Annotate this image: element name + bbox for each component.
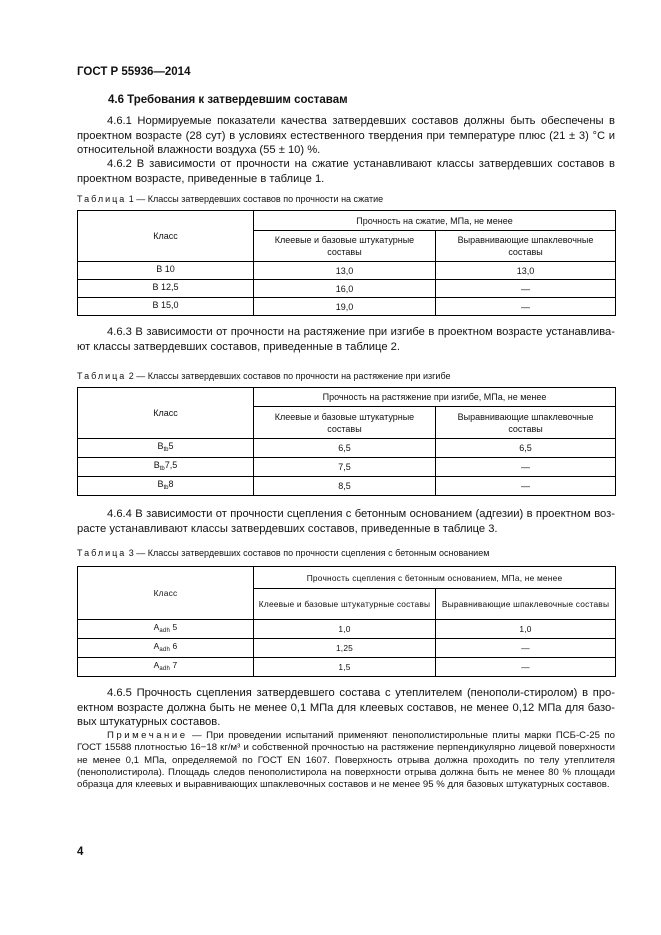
table-1-col-a: Клеевые и базовые штукатурные составы xyxy=(254,231,436,262)
table-row xyxy=(78,298,616,316)
table-cell-b: — xyxy=(436,458,616,477)
table-cell-a: 16,0 xyxy=(254,280,436,298)
section-title: 4.6 Требования к затвердевшим составам xyxy=(108,94,348,106)
paragraph-4-6-1: 4.6.1 Нормируемые показатели качества затвердевших составов должны быть обеспечены в проектном возрасте (28 сут) в условиях естественного твердения при температуре плюс (21 ± 3) °С и относительной влажности воздуха (55 ± 10) %. xyxy=(77,115,615,156)
table-row xyxy=(78,658,616,677)
table-3-caption-label: Таблица xyxy=(77,548,127,558)
note-text: — При проведении испытаний применяют пенополистирольные плиты марки ПСБ-С-25 по ГОСТ 15588 плотностью 16−18 кг/м³ и собственной прочностью на растяжение перпендикулярно лицевой поверхности не менее 0,1 МПа, определяемой по ГОСТ EN 1607. Поверхность отрыва должна проходить по телу утеплителя (пенополистирола). Площадь следов пенополистирола на поверхности отрыва должна быть не менее 80 % площади образца для клеевых и выравнивающих шпаклевочных составов и не менее 95 % для базовых штукатурных составов. xyxy=(77,730,615,791)
table-row xyxy=(78,458,616,477)
table-cell-class: $A_{adh}$ 5 xyxy=(78,620,254,639)
table-cell-class: $B_{tb}5$ xyxy=(78,439,254,458)
paragraph-4-6-4: 4.6.4 В зависимости от прочности сцепления с бетонным основанием (адгезии) в проектном воз-расте устанавливают классы затвердевших составов, приведенные в таблице 3. xyxy=(77,508,615,535)
table-cell-class: В 12,5 xyxy=(78,280,254,298)
table-3 xyxy=(77,566,616,677)
paragraph-4-6-2: 4.6.2 В зависимости от прочности на сжатие устанавливают классы затвердевших составов в проектном возрасте, приведенные в таблице 1. xyxy=(77,158,615,185)
table-cell-a: 6,5 xyxy=(254,439,436,458)
table-row xyxy=(78,262,616,280)
page-number: 4 xyxy=(77,846,84,858)
table-cell-b: — xyxy=(436,477,616,496)
table-cell-class: $B_{tb}7,5$ xyxy=(78,458,254,477)
table-1-col-b: Выравнивающие шпаклевочные составы xyxy=(436,231,616,262)
note-label: Примечание xyxy=(107,730,188,741)
table-3-header-row xyxy=(78,567,616,589)
table-cell-class: $A_{adh}$ 6 xyxy=(78,639,254,658)
table-cell-a: 1,5 xyxy=(254,658,436,677)
table-2-header-row xyxy=(78,388,616,407)
table-cell-a: 8,5 xyxy=(254,477,436,496)
table-cell-a: 1,25 xyxy=(254,639,436,658)
paragraph-4-6-3: 4.6.3 В зависимости от прочности на растяжение при изгибе в проектном возрасте устанавлива-ют классы затвердевших составов, приведенные в таблице 2. xyxy=(77,326,615,353)
table-cell-b: — xyxy=(436,639,616,658)
table-cell-class: $B_{tb}8$ xyxy=(78,477,254,496)
table-2-caption xyxy=(77,371,451,381)
table-3-col-class: Класс xyxy=(78,567,254,620)
table-3-caption-text: 3 — Классы затвердевших составов по прочности сцепления с бетонным основанием xyxy=(126,548,490,558)
table-cell-a: 7,5 xyxy=(254,458,436,477)
table-cell-a: 13,0 xyxy=(254,262,436,280)
table-1 xyxy=(77,210,616,316)
table-1-caption-text: 1 — Классы затвердевших составов по прочности на сжатие xyxy=(126,194,384,204)
table-3-col-b: Выравнивающие шпаклевочные составы xyxy=(436,589,616,620)
table-1-header-row xyxy=(78,211,616,231)
table-2-col-class: Класс xyxy=(78,388,254,439)
table-2 xyxy=(77,387,616,496)
table-cell-class: $A_{adh}$ 7 xyxy=(78,658,254,677)
table-1-caption xyxy=(77,194,383,204)
table-row xyxy=(78,477,616,496)
table-cell-a: 19,0 xyxy=(254,298,436,316)
table-row xyxy=(78,639,616,658)
paragraph-4-6-5: 4.6.5 Прочность сцепления затвердевшего состава с утеплителем (пенополи-стиролом) в про-ектном возрасте должна быть не менее 0,1 МПа для клеевых составов, не менее 0,12 МПа для базо-вых штукатурных составов. xyxy=(77,687,615,728)
table-2-caption-text: 2 — Классы затвердевших составов по прочности на растяжение при изгибе xyxy=(126,371,451,381)
table-cell-b: 1,0 xyxy=(436,620,616,639)
table-2-col-b: Выравнивающие шпаклевочные составы xyxy=(436,407,616,439)
table-2-group-header: Прочность на растяжение при изгибе, МПа, не менее xyxy=(254,388,616,407)
table-cell-b: 6,5 xyxy=(436,439,616,458)
table-cell-b: — xyxy=(436,280,616,298)
table-2-caption-label: Таблица xyxy=(77,371,127,381)
table-cell-a: 1,0 xyxy=(254,620,436,639)
table-cell-b: — xyxy=(436,658,616,677)
document-header: ГОСТ Р 55936—2014 xyxy=(77,66,191,78)
table-cell-class: В 10 xyxy=(78,262,254,280)
table-1-caption-label: Таблица xyxy=(77,194,127,204)
table-cell-class: В 15,0 xyxy=(78,298,254,316)
table-cell-b: — xyxy=(436,298,616,316)
table-3-caption xyxy=(77,548,489,558)
table-3-group-header: Прочность сцепления с бетонным основанием, МПа, не менее xyxy=(254,567,616,589)
table-3-col-a: Клеевые и базовые штукатурные составы xyxy=(254,589,436,620)
table-row xyxy=(78,280,616,298)
note xyxy=(77,730,615,791)
table-1-group-header: Прочность на сжатие, МПа, не менее xyxy=(254,211,616,231)
table-row xyxy=(78,620,616,639)
table-cell-b: 13,0 xyxy=(436,262,616,280)
table-2-col-a: Клеевые и базовые штукатурные составы xyxy=(254,407,436,439)
table-row xyxy=(78,439,616,458)
table-1-col-class: Класс xyxy=(78,211,254,262)
